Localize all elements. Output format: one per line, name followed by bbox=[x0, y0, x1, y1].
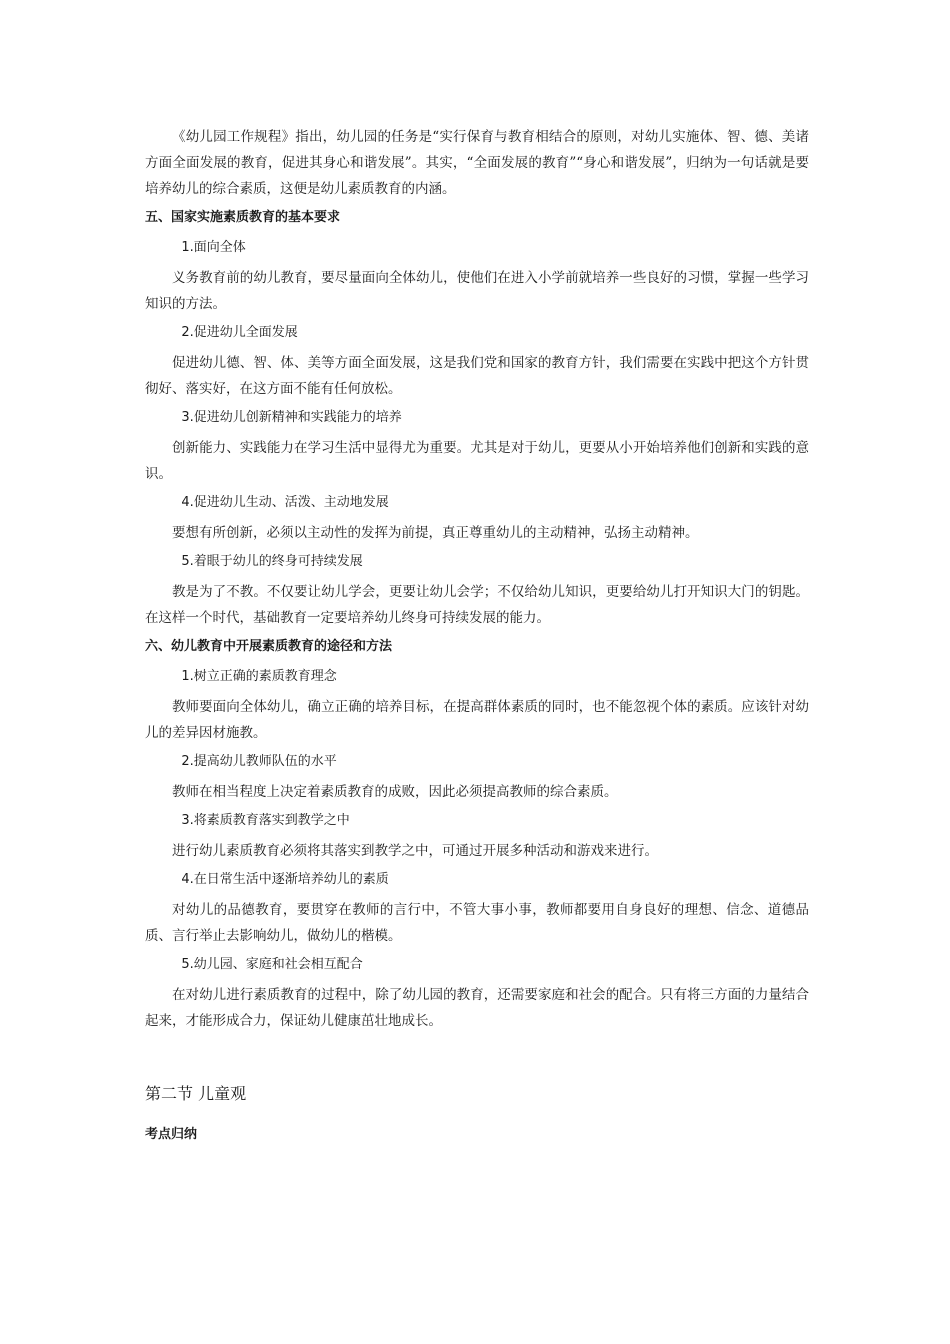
section-6-item-3-title: 3.将素质教育落实到教学之中 bbox=[181, 813, 350, 828]
section-6-item-1-body: 教师要面向全体幼儿，确立正确的培养目标，在提高群体素质的同时，也不能忽视个体的素质。应该针对幼儿的差异因材施教。 bbox=[145, 699, 809, 741]
section-5-item-2-title: 2.促进幼儿全面发展 bbox=[181, 325, 298, 340]
section-6-item-1-title: 1.树立正确的素质教育理念 bbox=[181, 669, 337, 684]
section-5-item-5-body: 教是为了不教。不仅要让幼儿学会，更要让幼儿会学；不仅给幼儿知识，更要给幼儿打开知识大门的钥匙。在这样一个时代，基础教育一定要培养幼儿终身可持续发展的能力。 bbox=[145, 584, 809, 626]
section-5-heading: 五、国家实施素质教育的基本要求 bbox=[145, 210, 341, 225]
kaodian-heading: 考点归纳 bbox=[145, 1127, 198, 1142]
section-5-item-4-body: 要想有所创新，必须以主动性的发挥为前提，真正尊重幼儿的主动精神，弘扬主动精神。 bbox=[172, 525, 699, 541]
section-5-item-3-body: 创新能力、实践能力在学习生活中显得尤为重要。尤其是对于幼儿，更要从小开始培养他们创新和实践的意识。 bbox=[145, 440, 809, 482]
section-6-item-3-body: 进行幼儿素质教育必须将其落实到教学之中，可通过开展多种活动和游戏来进行。 bbox=[172, 843, 658, 859]
section-6-item-2-body: 教师在相当程度上决定着素质教育的成败，因此必须提高教师的综合素质。 bbox=[172, 784, 618, 800]
section-5-item-1-title: 1.面向全体 bbox=[181, 240, 246, 255]
section-6-heading: 六、幼儿教育中开展素质教育的途径和方法 bbox=[145, 639, 393, 654]
chapter-section-title: 第二节 儿童观 bbox=[145, 1084, 247, 1103]
document-page bbox=[145, 120, 809, 1148]
section-6-item-5-title: 5.幼儿园、家庭和社会相互配合 bbox=[181, 957, 363, 972]
section-5-item-4-title: 4.促进幼儿生动、活泼、主动地发展 bbox=[181, 495, 389, 510]
section-5-item-1-body: 义务教育前的幼儿教育，要尽量面向全体幼儿，使他们在进入小学前就培养一些良好的习惯，掌握一些学习知识的方法。 bbox=[145, 270, 809, 312]
section-5-item-2-body: 促进幼儿德、智、体、美等方面全面发展，这是我们党和国家的教育方针，我们需要在实践中把这个方针贯彻好、落实好，在这方面不能有任何放松。 bbox=[145, 355, 809, 397]
section-6-item-5-body: 在对幼儿进行素质教育的过程中，除了幼儿园的教育，还需要家庭和社会的配合。只有将三方面的力量结合起来，才能形成合力，保证幼儿健康茁壮地成长。 bbox=[145, 987, 809, 1029]
section-6-item-2-title: 2.提高幼儿教师队伍的水平 bbox=[181, 754, 337, 769]
section-5-item-5-title: 5.着眼于幼儿的终身可持续发展 bbox=[181, 554, 363, 569]
section-6-item-4-body: 对幼儿的品德教育，要贯穿在教师的言行中，不管大事小事，教师都要用自身良好的理想、信念、道德品质、言行举止去影响幼儿，做幼儿的楷模。 bbox=[145, 902, 809, 944]
intro-paragraph: 《幼儿园工作规程》指出，幼儿园的任务是“实行保育与教育相结合的原则，对幼儿实施体、智、德、美诸方面全面发展的教育，促进其身心和谐发展”。其实，“全面发展的教育”“身心和谐发展”，归纳为一句话就是要培养幼儿的综合素质，这便是幼儿素质教育的内涵。 bbox=[145, 129, 809, 197]
section-5-item-3-title: 3.促进幼儿创新精神和实践能力的培养 bbox=[181, 410, 402, 425]
section-6-item-4-title: 4.在日常生活中逐渐培养幼儿的素质 bbox=[181, 872, 389, 887]
